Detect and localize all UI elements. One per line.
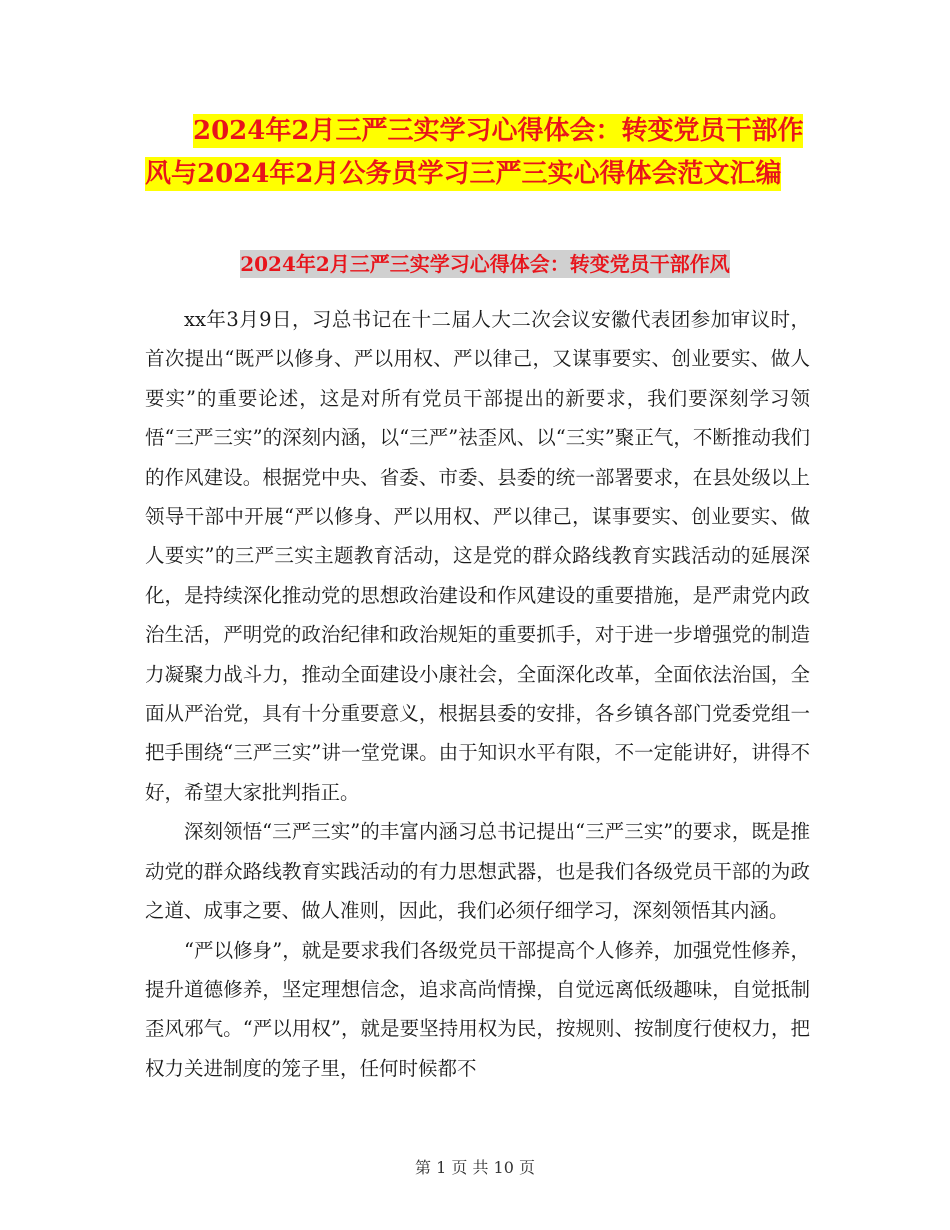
document-title bbox=[145, 110, 825, 196]
title-line-2: 风与2024年2月公务员学习三严三实心得体会范文汇编 bbox=[145, 159, 782, 189]
paragraph: “严以修身”，就是要求我们各级党员干部提高个人修养，加强党性修养，提升道德修养，坚定理想信念，追求高尚情操，自觉远离低级趣味，自觉抵制歪风邪气。“严以用权”，就是要坚持用权为民，按规则、按制度行使权力，把权力关进制度的笼子里，任何时候都不 bbox=[145, 938, 810, 1080]
paragraph: xx年3月9日，习总书记在十二届人大二次会议安徽代表团参加审议时，首次提出“既严以修身、严以用权、严以律己，又谋事要实、创业要实、做人要实”的重要论述，这是对所有党员干部提出的新要求，我们要深刻学习领悟“三严三实”的深刻内涵，以“三严”祛歪风、以“三实”聚正气，不断推动我们的作风建设。根据党中央、省委、市委、县委的统一部署要求，在县处级以上领导干部中开展“严以修身、严以用权、严以律己，谋事要实、创业要实、做人要实”的三严三实主题教育活动，这是党的群众路线教育实践活动的延展深化，是持续深化推动党的思想政治建设和作风建设的重要措施，是严肃党内政治生活，严明党的政治纪律和政治规矩的重要抓手，对于进一步增强党的制造力凝聚力战斗力，推动全面建设小康社会，全面深化改革，全面依法治国，全面从严治党，具有十分重要意义，根据县委的安排，各乡镇各部门党委党组一把手围绕“三严三实”讲一堂党课。由于知识水平有限，不一定能讲好，讲得不好，希望大家批判指正。 bbox=[145, 308, 810, 804]
page-footer bbox=[0, 1155, 950, 1178]
title-line-1: 2024年2月三严三实学习心得体会：转变党员干部作 bbox=[193, 116, 804, 146]
section-title bbox=[145, 248, 825, 277]
section-title-text: 2024年2月三严三实学习心得体会：转变党员干部作风 bbox=[240, 252, 730, 276]
body-text bbox=[145, 300, 810, 1088]
paragraph: 深刻领悟“三严三实”的丰富内涵习总书记提出“三严三实”的要求，既是推动党的群众路线教育实践活动的有力思想武器，也是我们各级党员干部的为政之道、成事之要、做人准则，因此，我们必须仔细学习，深刻领悟其内涵。 bbox=[145, 820, 810, 923]
page-number: 第 1 页 共 10 页 bbox=[415, 1158, 535, 1177]
